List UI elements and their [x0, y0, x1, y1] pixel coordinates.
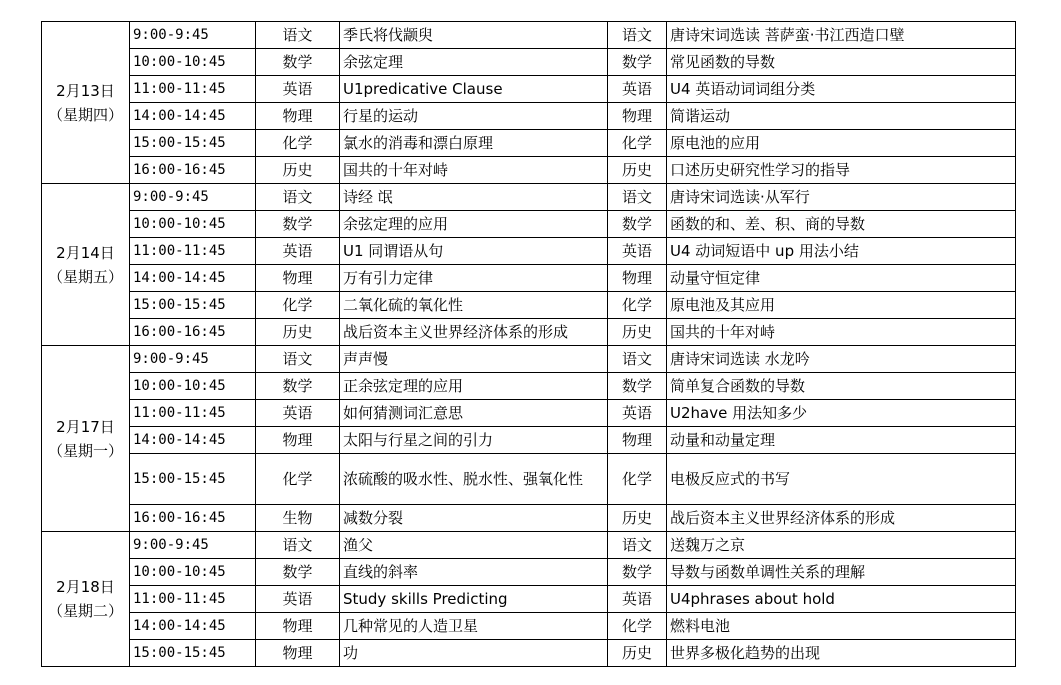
table-row [42, 157, 1016, 184]
time-cell: 11:00-11:45 [130, 400, 256, 427]
subject-cell: 生物 [256, 505, 340, 532]
subject-cell: 数学 [608, 373, 667, 400]
subject-cell: 化学 [608, 130, 667, 157]
topic-cell: 唐诗宋词选读·从军行 [667, 184, 1016, 211]
subject-cell: 数学 [256, 373, 340, 400]
time-cell: 11:00-11:45 [130, 76, 256, 103]
subject-cell: 物理 [608, 427, 667, 454]
topic-cell: 唐诗宋词选读 菩萨蛮·书江西造口壁 [667, 22, 1016, 49]
date-label: 2月17日 [56, 417, 115, 436]
time-cell: 14:00-14:45 [130, 103, 256, 130]
subject-cell: 历史 [256, 157, 340, 184]
subject-cell: 数学 [256, 559, 340, 586]
time-cell: 15:00-15:45 [130, 292, 256, 319]
table-row [42, 76, 1016, 103]
subject-cell: 历史 [608, 157, 667, 184]
table-row [42, 265, 1016, 292]
subject-cell: 语文 [256, 184, 340, 211]
topic-cell: 国共的十年对峙 [340, 157, 608, 184]
topic-cell: 常见函数的导数 [667, 49, 1016, 76]
schedule-body [42, 22, 1016, 667]
table-row [42, 292, 1016, 319]
subject-cell: 英语 [256, 238, 340, 265]
date-cell [42, 346, 130, 532]
subject-cell: 物理 [256, 265, 340, 292]
subject-cell: 语文 [608, 346, 667, 373]
table-row [42, 400, 1016, 427]
subject-cell: 语文 [608, 184, 667, 211]
date-cell [42, 184, 130, 346]
time-cell: 10:00-10:45 [130, 211, 256, 238]
time-cell: 15:00-15:45 [130, 130, 256, 157]
topic-cell: 动量守恒定律 [667, 265, 1016, 292]
topic-cell: 动量和动量定理 [667, 427, 1016, 454]
topic-cell: 函数的和、差、积、商的导数 [667, 211, 1016, 238]
table-row [42, 49, 1016, 76]
subject-cell: 化学 [256, 130, 340, 157]
topic-cell: 世界多极化趋势的出现 [667, 640, 1016, 667]
time-cell: 15:00-15:45 [130, 454, 256, 505]
time-cell: 9:00-9:45 [130, 346, 256, 373]
topic-cell: 浓硫酸的吸水性、脱水性、强氧化性 [340, 454, 608, 505]
time-cell: 10:00-10:45 [130, 373, 256, 400]
topic-cell: 送魏万之京 [667, 532, 1016, 559]
subject-cell: 数学 [608, 49, 667, 76]
subject-cell: 数学 [608, 211, 667, 238]
table-row [42, 586, 1016, 613]
topic-cell: 正余弦定理的应用 [340, 373, 608, 400]
time-cell: 14:00-14:45 [130, 265, 256, 292]
weekday-label: （星期五） [47, 267, 123, 286]
time-cell: 10:00-10:45 [130, 559, 256, 586]
time-cell: 16:00-16:45 [130, 505, 256, 532]
topic-cell: 余弦定理 [340, 49, 608, 76]
time-cell: 14:00-14:45 [130, 427, 256, 454]
subject-cell: 语文 [608, 532, 667, 559]
topic-cell: 渔父 [340, 532, 608, 559]
subject-cell: 英语 [256, 76, 340, 103]
weekday-label: （星期一） [47, 441, 123, 460]
subject-cell: 化学 [608, 292, 667, 319]
table-row [42, 559, 1016, 586]
topic-cell: Study skills Predicting [340, 586, 608, 613]
time-cell: 11:00-11:45 [130, 586, 256, 613]
topic-cell: 口述历史研究性学习的指导 [667, 157, 1016, 184]
topic-cell: 功 [340, 640, 608, 667]
topic-cell: 二氧化硫的氧化性 [340, 292, 608, 319]
topic-cell: 行星的运动 [340, 103, 608, 130]
date-label: 2月14日 [56, 243, 115, 262]
topic-cell: U4 英语动词词组分类 [667, 76, 1016, 103]
subject-cell: 物理 [256, 427, 340, 454]
subject-cell: 历史 [608, 505, 667, 532]
date-cell [42, 532, 130, 667]
subject-cell: 物理 [608, 265, 667, 292]
table-row [42, 454, 1016, 505]
subject-cell: 物理 [608, 103, 667, 130]
subject-cell: 化学 [608, 454, 667, 505]
subject-cell: 历史 [608, 640, 667, 667]
table-row [42, 505, 1016, 532]
topic-cell: 氯水的消毒和漂白原理 [340, 130, 608, 157]
subject-cell: 数学 [256, 49, 340, 76]
time-cell: 16:00-16:45 [130, 319, 256, 346]
subject-cell: 英语 [608, 238, 667, 265]
topic-cell: 战后资本主义世界经济体系的形成 [340, 319, 608, 346]
topic-cell: 诗经 氓 [340, 184, 608, 211]
schedule-table [41, 21, 1016, 667]
time-cell: 11:00-11:45 [130, 238, 256, 265]
topic-cell: 太阳与行星之间的引力 [340, 427, 608, 454]
time-cell: 9:00-9:45 [130, 184, 256, 211]
table-row [42, 130, 1016, 157]
topic-cell: U1 同谓语从句 [340, 238, 608, 265]
topic-cell: 余弦定理的应用 [340, 211, 608, 238]
subject-cell: 英语 [256, 586, 340, 613]
topic-cell: 减数分裂 [340, 505, 608, 532]
subject-cell: 物理 [256, 613, 340, 640]
topic-cell: 原电池及其应用 [667, 292, 1016, 319]
time-cell: 9:00-9:45 [130, 532, 256, 559]
table-row [42, 346, 1016, 373]
subject-cell: 语文 [256, 22, 340, 49]
time-cell: 10:00-10:45 [130, 49, 256, 76]
table-row [42, 103, 1016, 130]
subject-cell: 数学 [608, 559, 667, 586]
table-row [42, 427, 1016, 454]
table-row [42, 613, 1016, 640]
topic-cell: U1predicative Clause [340, 76, 608, 103]
topic-cell: U4 动词短语中 up 用法小结 [667, 238, 1016, 265]
subject-cell: 英语 [608, 400, 667, 427]
subject-cell: 英语 [608, 586, 667, 613]
topic-cell: 简谐运动 [667, 103, 1016, 130]
topic-cell: 简单复合函数的导数 [667, 373, 1016, 400]
topic-cell: 如何猜测词汇意思 [340, 400, 608, 427]
topic-cell: 季氏将伐颛臾 [340, 22, 608, 49]
subject-cell: 数学 [256, 211, 340, 238]
table-row [42, 532, 1016, 559]
subject-cell: 语文 [256, 532, 340, 559]
subject-cell: 历史 [256, 319, 340, 346]
time-cell: 15:00-15:45 [130, 640, 256, 667]
time-cell: 16:00-16:45 [130, 157, 256, 184]
subject-cell: 化学 [256, 292, 340, 319]
topic-cell: 万有引力定律 [340, 265, 608, 292]
topic-cell: U2have 用法知多少 [667, 400, 1016, 427]
table-row [42, 211, 1016, 238]
table-row [42, 373, 1016, 400]
table-row [42, 238, 1016, 265]
date-cell [42, 22, 130, 184]
subject-cell: 语文 [608, 22, 667, 49]
topic-cell: 电极反应式的书写 [667, 454, 1016, 505]
subject-cell: 物理 [256, 640, 340, 667]
table-row [42, 22, 1016, 49]
subject-cell: 历史 [608, 319, 667, 346]
time-cell: 14:00-14:45 [130, 613, 256, 640]
topic-cell: 国共的十年对峙 [667, 319, 1016, 346]
subject-cell: 化学 [256, 454, 340, 505]
subject-cell: 物理 [256, 103, 340, 130]
subject-cell: 英语 [608, 76, 667, 103]
date-label: 2月18日 [56, 578, 115, 596]
subject-cell: 化学 [608, 613, 667, 640]
topic-cell: U4phrases about hold [667, 586, 1016, 613]
subject-cell: 语文 [256, 346, 340, 373]
topic-cell: 燃料电池 [667, 613, 1016, 640]
weekday-label: （星期四） [47, 105, 123, 124]
topic-cell: 战后资本主义世界经济体系的形成 [667, 505, 1016, 532]
topic-cell: 原电池的应用 [667, 130, 1016, 157]
topic-cell: 导数与函数单调性关系的理解 [667, 559, 1016, 586]
table-row [42, 184, 1016, 211]
table-row [42, 319, 1016, 346]
weekday-label: （星期二） [47, 602, 123, 620]
topic-cell: 几种常见的人造卫星 [340, 613, 608, 640]
topic-cell: 直线的斜率 [340, 559, 608, 586]
time-cell: 9:00-9:45 [130, 22, 256, 49]
topic-cell: 唐诗宋词选读 水龙吟 [667, 346, 1016, 373]
subject-cell: 英语 [256, 400, 340, 427]
date-label: 2月13日 [56, 81, 115, 100]
topic-cell: 声声慢 [340, 346, 608, 373]
table-row [42, 640, 1016, 667]
